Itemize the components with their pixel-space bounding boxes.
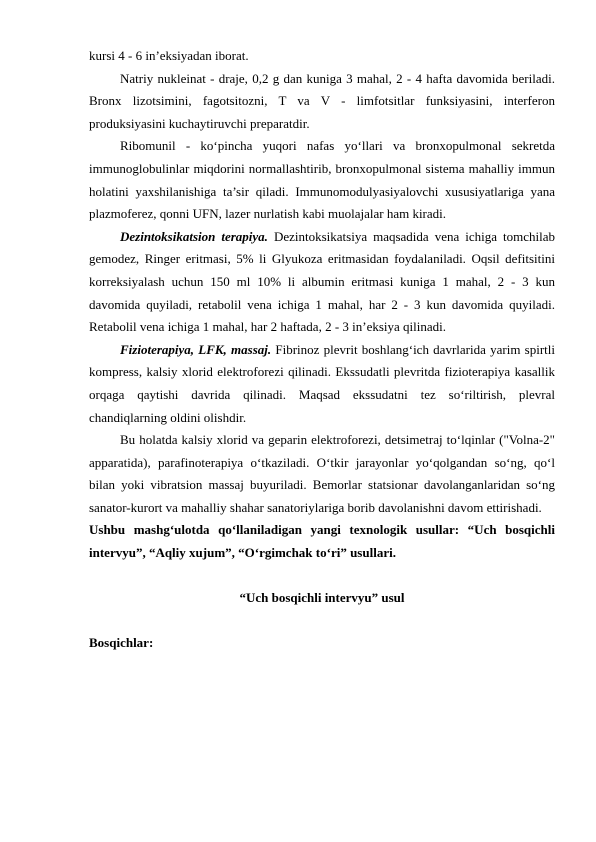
physiotherapy-heading: Fizioterapiya, LFK, massaj. [120, 341, 272, 357]
spacer [89, 610, 555, 633]
detoxification-text: Dezintoksikatsiya maqsadida vena ichiga tomchilab gemodez, Ringer eritmasi, 5% li Glyukoza eritmasidan foydalaniladi. Oqsil defitsitini korreksiyalash uchun 150 ml 10% li albumin eritmasi kuniga 1 mahal, 2 - 3 kun davomida quyiladi, retabolil vena ichiga 1 mahal, har 2 - 3 kun davomida quyiladi. Retabolil vena ichiga 1 mahal, har 2 haftada, 2 - 3 in’eksiya qilinadi. [89, 228, 555, 335]
physiotherapy-text: Fibrinoz plevrit boshlang‘ich davrlarida yarim spirtli kompress, kalsiy xlorid elektroforezi qilinadi. Ekssudatli plevritda fizioterapiya kasallik orqaga qaytishi davrida qilinadi. Maqsad ekssudatni tez so‘riltirish, plevral chandiqlarning oldini olishdir. [89, 341, 555, 425]
paragraph-natriy-nukleinat: Natriy nukleinat - draje, 0,2 g dan kuniga 3 mahal, 2 - 4 hafta davomida beriladi. Bronx lizotsimini, fagotsitozni, T va V - limfotsitlar funksiyasini, interferon produksiyasini kuchaytiruvchi preparatdir. [89, 70, 555, 131]
paragraph-electrophoresis: Bu holatda kalsiy xlorid va geparin elektroforezi, detsimetraj to‘lqinlar ("Volna-2" apparatida), parafinoterapiya o‘tkaziladi. O‘tkir jarayonlar yo‘qolgandan so‘ng, qo‘l bilan yoki vibratsion massaj buyuriladi. Bemorlar statsionar davolanganlaridan so‘ng sanator-kurort va mahalliy shahar sanatoriylariga borib davolanishni davom ettirishadi. [89, 432, 555, 515]
page-content [89, 45, 555, 655]
paragraph-ribomunil: Ribomunil - ko‘pincha yuqori nafas yo‘llari va bronxopulmonal sekretda immunoglobulinlar miqdorini normallashtirib, bronxopulmonal sistema mahalliy immun holatini yaxshilanishiga ta’sir qiladi. Immunomodulyasiyalovchi xususiyatlariga yana plazmoferez, qonni UFN, lazer nurlatish kabi muolajalar ham kiradi. [89, 138, 555, 222]
spacer [89, 565, 555, 588]
section-heading: “Uch bosqichli intervyu” usul [239, 590, 405, 606]
paragraph-new-methods: Ushbu mashg‘ulotda qo‘llaniladigan yangi texnologik usullar: “Uch bosqichli intervyu”, “Aqliy xujum”, “O‘rgimchak to‘ri” usullari. [89, 522, 555, 561]
paragraph-detoxification [89, 226, 555, 339]
detoxification-heading: Dezintoksikatsion terapiya. [120, 228, 268, 244]
paragraph-injection-course: kursi 4 - 6 in’eksiyadan iborat. [89, 48, 249, 63]
paragraph-physiotherapy [89, 339, 555, 429]
steps-label: Bosqichlar: [89, 635, 154, 651]
